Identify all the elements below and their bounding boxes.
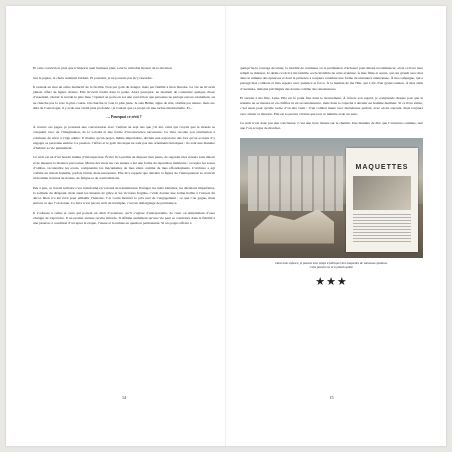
exhibition-photo (240, 138, 423, 258)
photo-panel-text (353, 214, 411, 244)
left-paragraph-3: Il existait en moi un refus instinctif de la facilité. Non par goût du danger, mais par fidélité à mon histoire. La vie ne m’avait jamais offert de lignes droites. Elle m’avait formé dans la pente. Alors pourquoi, au moment de construire quelque chose d’essentiel, choisir le terrain le plus lisse ? Quand on porte en soi une conviction que personne ne partage encore totalement, on ne cherche pas la voie la plus courte. On cherche la voie la plus juste. Je suis Bélier, signe de tête, obstiné par nature, mais au-delà de l’astrologie, il y avait une vérité plus profonde : je voulais que ce projet ait une racine émotionnelle. Et... (33, 85, 215, 110)
left-paragraph-6: Peu à peu, ce travail solitaire s’est transformé en volonté de transmission. Partager les nuits blanches, les décisions imparfaites, la solitude du dirigeant, mais aussi les instants de grâce et les victoires fragiles, c’était donner une forme lisible à l’envers du décor. Rien n’a été écrit pour embellir l’histoire. J’ai voulu montrer le prix réel de l’engagement : ce que l’on gagne, mais surtout ce que l’on donne. Ce livre n’est pas un récit de triomphe, c’est un témoignage de persistance. (33, 185, 215, 206)
left-paragraph-2: Sur le papier, le choix semblait évident. Et pourtant, je ne pouvais pas m’y résoudre. (33, 75, 153, 80)
section-heading: … Pourquoi ce récit ? (106, 115, 142, 120)
right-paragraph-3: Ce récit n’est donc pas une conclusion. C’est une trace laissée sur le chemin. Une manière de dire que l’aventure continue, tant que l’on accepte de marcher. (240, 121, 423, 131)
photo-panel-title: MAQUETTES (355, 163, 409, 171)
left-paragraph-1: Et cette conviction, plus que n’importe quel business plan, a été le véritable moteur de la décision. (33, 66, 173, 70)
left-paragraph-5: Ce récit est né d’un besoin intime d’introspection. Écrire m’a permis de déposer mes peurs, de regarder mes erreurs sans détour et de mesurer la distance parcourue. Mettre des mots sur ces années a été une forme de réparation intérieure : accepter les zones d’ombre, reconnaître les excès, comprendre les mécanismes de mes élans comme de mes effondrements. L’écriture a agi comme un miroir honnête, parfois brutal, mais nécessaire. Elle m’a rappelé que derrière la figure de l’entrepreneur se trouvait un homme traversé de doutes, de fatigue et de contradictions. (33, 155, 215, 181)
photo-gallery-wall (248, 156, 343, 211)
right-paragraph-1: quelqu’un le courage de tenter, la lucidité de continuer ou la permission d’échouer pour mieux recommencer, alors ce livre aura rempli sa mission. Je dédie ce récit à ma famille, socle invisible de cette aventure. À mes filles et sœurs, qui ont grandi avec moi dans le tumulte des épreuves et dont la présence a toujours constitué une forme de résistance silencieuse. À ma compagne, qui a partagé mes combats et mes espoirs avec patience et force. À la maman de ma fille, qui a été d’un grand soutien. À mes amis d’aventure, témoins privilégiés des doutes comme des renaissances. (240, 66, 423, 91)
book-spread (6, 6, 446, 446)
photo-panel-image (353, 176, 411, 210)
right-paragraph-2: Et surtout à ma fille, Léna. Elle est le point fixe dans le mouvement. À travers son regard, je comprends chaque jour que la réussite ne se mesure ni en chiffres ni en reconnaissance, mais dans la capacité à devenir un homme meilleur. Si ce livre existe, c’est aussi pour qu’elle sache d’où elle vient : d’un combat mené avec maladresse parfois, avec excès souvent, mais toujours avec amour et ténacité. Elle est la preuve vivante que tout ce tumulte avait un sens. (240, 96, 423, 116)
section-break-stars: ★★★ (315, 275, 348, 288)
page-number-right: 15 (329, 395, 334, 400)
page-number-left: 14 (122, 395, 126, 400)
photo-caption (240, 261, 423, 269)
left-paragraph-7: Il s’adresse à celles et ceux qui portent un désir d’aventure, qu’il s’agisse d’entreprendre, de créer ou simplement d’oser changer de trajectoire. Il ne promet aucune recette miracle. Il affirme seulement qu’une vie peut se construire dans la fidélité à une passion, à condition d’accepter le risque, l’usure et la remise en question permanente. Si ces pages offrent à (33, 210, 215, 225)
photo-exhibit-panel (346, 148, 418, 252)
left-page (6, 6, 226, 446)
right-page (226, 6, 446, 446)
left-paragraph-4: À travers ces pages, je poursuis une conversation avec l’enfant de sept ans que j’ai été, celui qui croyait que le monde se conquiert avec de l’imagination, de la volonté et une forme d’inconscience nécessaire. Ce livre raconte son obstination à continuer de rêver à l’âge adulte. Il montre qu’un projet, même improbable, devient une trajectoire dès lors qu’on accepte d’y engager sa personne entière. La passion, l’effort et le goût du risque ne sont pas des ornements héroïques : ils sont une manière d’habiter sa vie pleinement. (33, 125, 215, 150)
caption-line-2: Cette passion ne m’a jamais quitté. (309, 264, 354, 269)
caption-line-1: Dans mon enfance, je passais mon temps à fabriquer des maquettes de vaisseaux spatiaux. (275, 260, 388, 265)
